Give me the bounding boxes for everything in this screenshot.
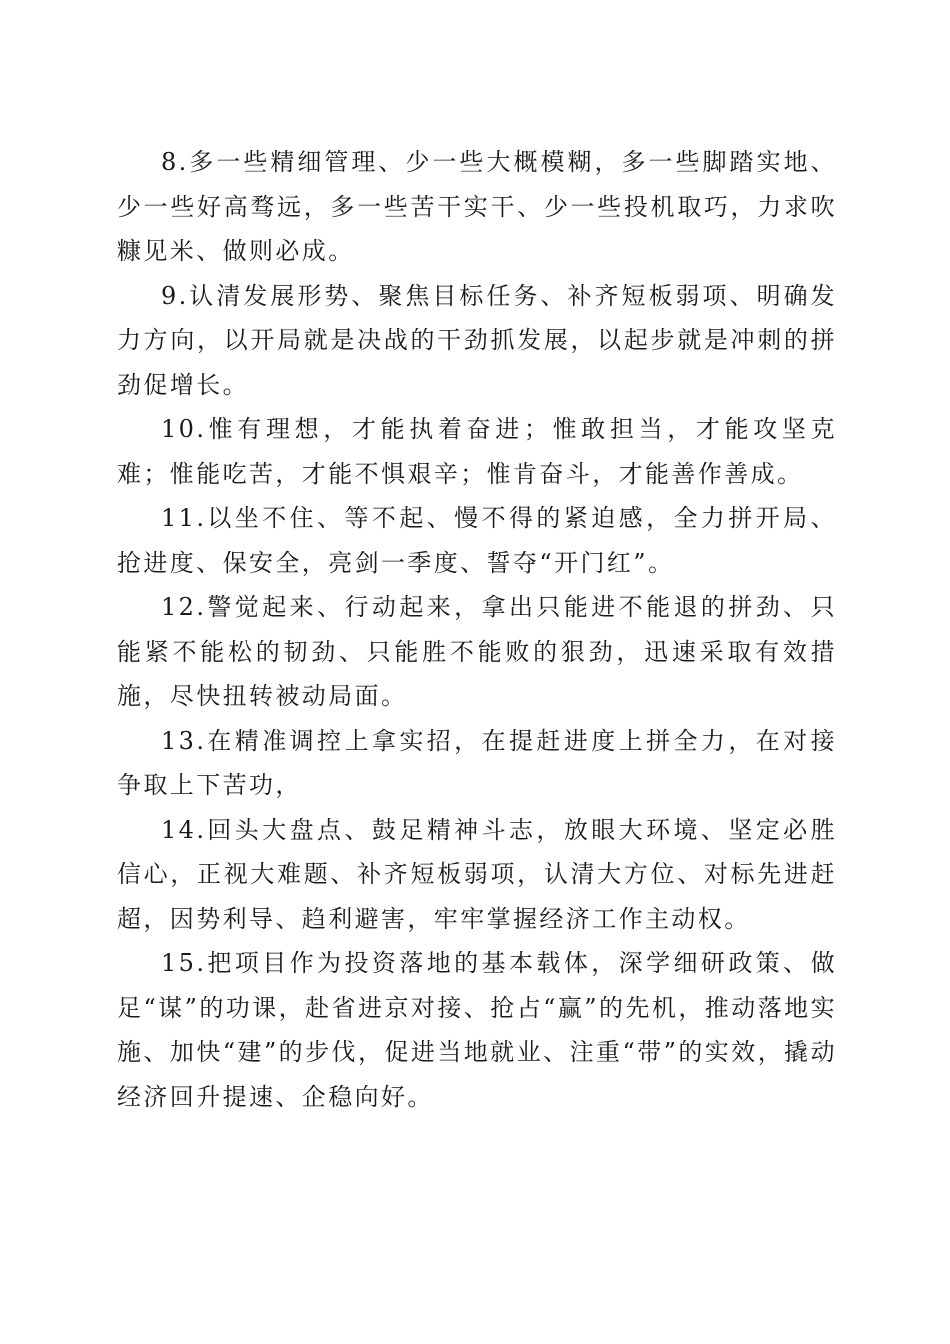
paragraph-10: 10.惟有理想，才能执着奋进；惟敢担当，才能攻坚克难；惟能吃苦，才能不惧艰辛；惟肯奋斗，才能善作善成。 — [117, 415, 837, 488]
paragraph-8: 8.多一些精细管理、少一些大概模糊，多一些脚踏实地、少一些好高骛远，多一些苦干实干、少一些投机取巧，力求吹糠见米、做则必成。 — [117, 148, 837, 265]
paragraph-11: 11.以坐不住、等不起、慢不得的紧迫感，全力拼开局、抢进度、保安全，亮剑一季度、誓夺“开门红”。 — [117, 504, 837, 577]
document-body — [117, 140, 837, 1119]
paragraph-15: 15.把项目作为投资落地的基本载体，深学细研政策、做足“谋”的功课，赴省进京对接、抢占“赢”的先机，推动落地实施、加快“建”的步伐，促进当地就业、注重“带”的实效，撬动经济回升提速、企稳向好。 — [117, 949, 837, 1111]
paragraph-13: 13.在精准调控上拿实招，在提赶进度上拼全力，在对接争取上下苦功， — [117, 726, 837, 799]
paragraph-12: 12.警觉起来、行动起来，拿出只能进不能退的拼劲、只能紧不能松的韧劲、只能胜不能败的狠劲，迅速采取有效措施，尽快扭转被动局面。 — [117, 593, 837, 710]
paragraph-14: 14.回头大盘点、鼓足精神斗志，放眼大环境、坚定必胜信心，正视大难题、补齐短板弱项，认清大方位、对标先进赶超，因势利导、趋利避害，牢牢掌握经济工作主动权。 — [117, 815, 837, 933]
paragraph-9: 9.认清发展形势、聚焦目标任务、补齐短板弱项、明确发力方向，以开局就是决战的干劲抓发展，以起步就是冲刺的拼劲促增长。 — [117, 281, 837, 399]
